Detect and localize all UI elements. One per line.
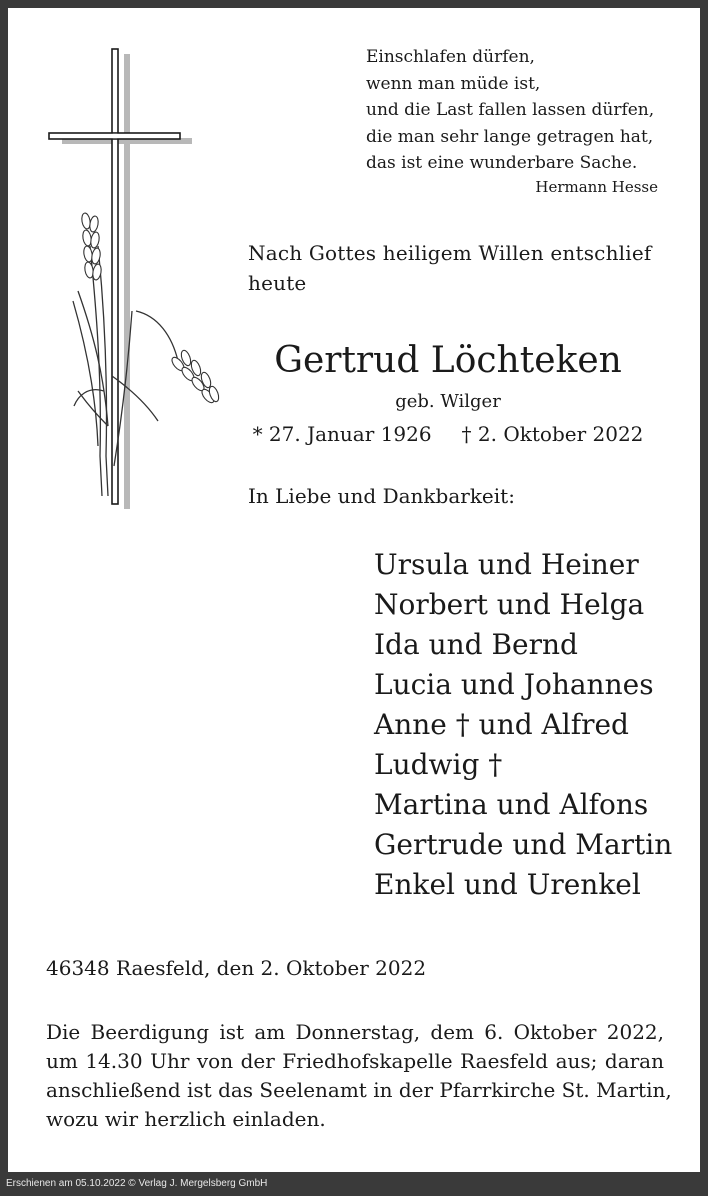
birth-date: * 27. Januar 1926 [252, 422, 432, 446]
poem-line: die man sehr lange getragen hat, [366, 126, 654, 147]
family-member: Gertrude und Martin [374, 828, 673, 861]
funeral-line: anschließend ist das Seelenamt in der Pfarrkirche St. Martin, [46, 1078, 672, 1102]
poem-line: wenn man müde ist, [366, 73, 541, 94]
deceased-name: Gertrud Löchteken [274, 340, 622, 381]
family-member: Enkel und Urenkel [374, 868, 641, 901]
maiden-name: geb. Wilger [395, 391, 501, 412]
family-member: Ida und Bernd [374, 628, 578, 661]
obituary-notice [8, 8, 700, 1172]
family-member: Norbert und Helga [374, 588, 645, 621]
intro-text: Nach Gottes heiligem Willen entschlief heute [248, 241, 652, 295]
poem-author: Hermann Hesse [535, 178, 658, 196]
funeral-line: Die Beerdigung ist am Donnerstag, dem 6. Oktober 2022, [46, 1020, 664, 1044]
funeral-info [46, 1018, 672, 1134]
poem-line: Einschlafen dürfen, [366, 47, 535, 67]
poem [366, 44, 666, 177]
family-member: Lucia und Johannes [374, 668, 654, 701]
place-date: 46348 Raesfeld, den 2. Oktober 2022 [46, 956, 427, 980]
family-member: Ursula und Heiner [374, 548, 639, 581]
family-member: Martina und Alfons [374, 788, 649, 821]
gratitude-line: In Liebe und Dankbarkeit: [248, 484, 515, 508]
family-member: Anne † und Alfred [374, 708, 629, 741]
death-date: † 2. Oktober 2022 [461, 422, 644, 446]
family-member: Ludwig † [374, 748, 503, 781]
cross-with-wheat-icon [38, 46, 228, 521]
funeral-line: um 14.30 Uhr von der Friedhofskapelle Raesfeld aus; daran [46, 1049, 664, 1073]
poem-line: und die Last fallen lassen dürfen, [366, 100, 655, 121]
life-dates [248, 422, 648, 446]
family-list [374, 545, 694, 905]
publication-footer: Erschienen am 05.10.2022 © Verlag J. Mergelsberg GmbH [0, 1172, 708, 1196]
funeral-line: wozu wir herzlich einladen. [46, 1107, 326, 1131]
poem-line: das ist eine wunderbare Sache. [366, 153, 638, 174]
